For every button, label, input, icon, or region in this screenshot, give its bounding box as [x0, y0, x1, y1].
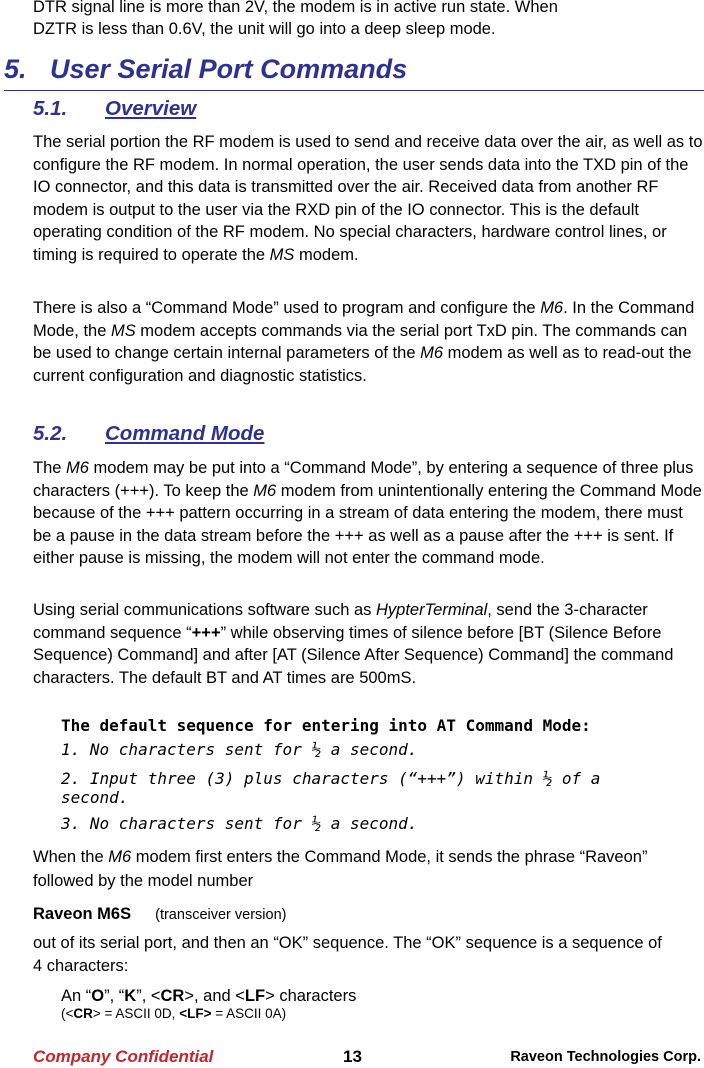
text-run: HypterTerminal: [375, 601, 488, 619]
section-number: 5.: [4, 54, 27, 84]
subsection-heading-overview: [33, 96, 196, 122]
text-run: ”, “: [104, 987, 125, 1005]
text-run: > characters: [265, 987, 357, 1005]
text-run: The serial portion the RF modem is used to send and receive data over the air, as well as to configure the RF modem. In normal operation, the user sends data into the TXD pin of the IO connector, and this data is transmitted over the air. Received data from another RF modem is output to the user via the RXD pin of the IO connector. This is the default operating condition of the RF modem. No special characters, hardware control lines, or timing is required to operate the: [33, 133, 703, 264]
text-run: Using serial communications software such as: [33, 601, 376, 619]
command-mode-paragraph-2: [33, 599, 697, 689]
section-heading: [4, 52, 704, 91]
command-mode-paragraph-3: [33, 845, 693, 893]
text-run: ”, <: [136, 987, 161, 1005]
text-run: modem accepts commands via the serial port TxD pin. The commands can be used to change certain internal parameters of the: [33, 321, 688, 362]
text-run: modem first enters the Command Mode, it sends the phrase “Raveon” followed by the model number: [33, 848, 648, 890]
text-run: modem may be put into a “Command Mode”, by entering a sequence of three plus characters (+++). To keep the: [33, 459, 694, 500]
code-step-1: 1. No characters sent for ½ a second.: [61, 740, 418, 759]
text-run: = ASCII 0A): [211, 1006, 287, 1021]
ascii-codes-line: [61, 1005, 286, 1023]
text-run: M6: [540, 299, 564, 317]
intro-line-2: DZTR is less than 0.6V, the unit will go into a deep sleep mode.: [33, 20, 496, 38]
text-run: The: [33, 459, 67, 477]
code-step-2-cont: second.: [61, 788, 129, 807]
model-name: Raveon M6S: [33, 905, 132, 923]
code-step-3: 3. No characters sent for ½ a second.: [61, 814, 418, 833]
text-run: MS: [269, 245, 295, 264]
text-run: When the: [33, 848, 109, 866]
overview-paragraph-2: [33, 297, 701, 387]
subsection-number: 5.2.: [33, 422, 68, 445]
text-run: > = ASCII 0D,: [92, 1006, 180, 1021]
text-run: modem from unintentionally entering the Command Mode because of the +++ pattern occurring in a stream of data entering the modem, there must be a pause in the data stream before the +++ as well as a pause after the +++ is sent. If either pause is missing, the modem will not enter the command mode.: [33, 481, 702, 567]
command-mode-paragraph-1: [33, 457, 704, 570]
command-mode-paragraph-4: out of its serial port, and then an “OK” sequence. The “OK” sequence is a sequence of 4 characters:: [33, 934, 662, 975]
text-run: ” while observing times of silence before [BT (Silence Before Sequence) Command] and after [AT (Silence After Sequence) Command] the command characters. The default BT and AT times are 500mS.: [33, 623, 674, 687]
text-run: modem as well as to read-out the current configuration and diagnostic statistics.: [33, 344, 692, 385]
text-run: modem.: [294, 245, 359, 264]
model-note: (transceiver version): [155, 907, 287, 923]
text-run: M6: [420, 344, 443, 362]
subsection-title: Command Mode: [105, 422, 265, 445]
text-run: . In the Command Mode, the: [33, 299, 695, 340]
subsection-heading-command-mode: [33, 421, 264, 447]
text-run: <LF>: [179, 1006, 212, 1021]
text-run: CR: [160, 987, 185, 1005]
text-run: O: [91, 987, 105, 1005]
footer-page-number: 13: [343, 1047, 362, 1066]
text-run: (<: [61, 1006, 74, 1021]
text-run: >, and <: [184, 987, 245, 1005]
text-run: CR: [73, 1006, 93, 1021]
model-line: [33, 903, 286, 926]
text-run: M6: [108, 848, 132, 866]
text-run: +++: [191, 623, 221, 642]
overview-paragraph-1: [33, 131, 704, 266]
text-run: M6: [66, 459, 89, 477]
text-run: There is also a “Command Mode” used to program and configure the: [33, 299, 541, 317]
footer-company: Raveon Technologies Corp.: [510, 1049, 701, 1065]
text-run: K: [124, 987, 137, 1005]
code-step-2: 2. Input three (3) plus characters (“+++”) within ½ of a: [61, 769, 601, 788]
intro-line-1: DTR signal line is more than 2V, the modem is in active run state. When: [33, 0, 558, 16]
text-run: LF: [244, 987, 266, 1005]
code-title: The default sequence for entering into AT Command Mode:: [61, 716, 591, 735]
text-run: An “: [61, 987, 92, 1005]
text-run: M6: [253, 481, 277, 500]
text-run: , send the 3-character command sequence “: [33, 601, 648, 642]
subsection-number: 5.1.: [33, 97, 68, 120]
subsection-title: Overview: [105, 97, 197, 120]
text-run: MS: [110, 321, 136, 340]
footer-confidential: Company Confidential: [33, 1047, 214, 1066]
section-title: User Serial Port Commands: [50, 54, 408, 84]
